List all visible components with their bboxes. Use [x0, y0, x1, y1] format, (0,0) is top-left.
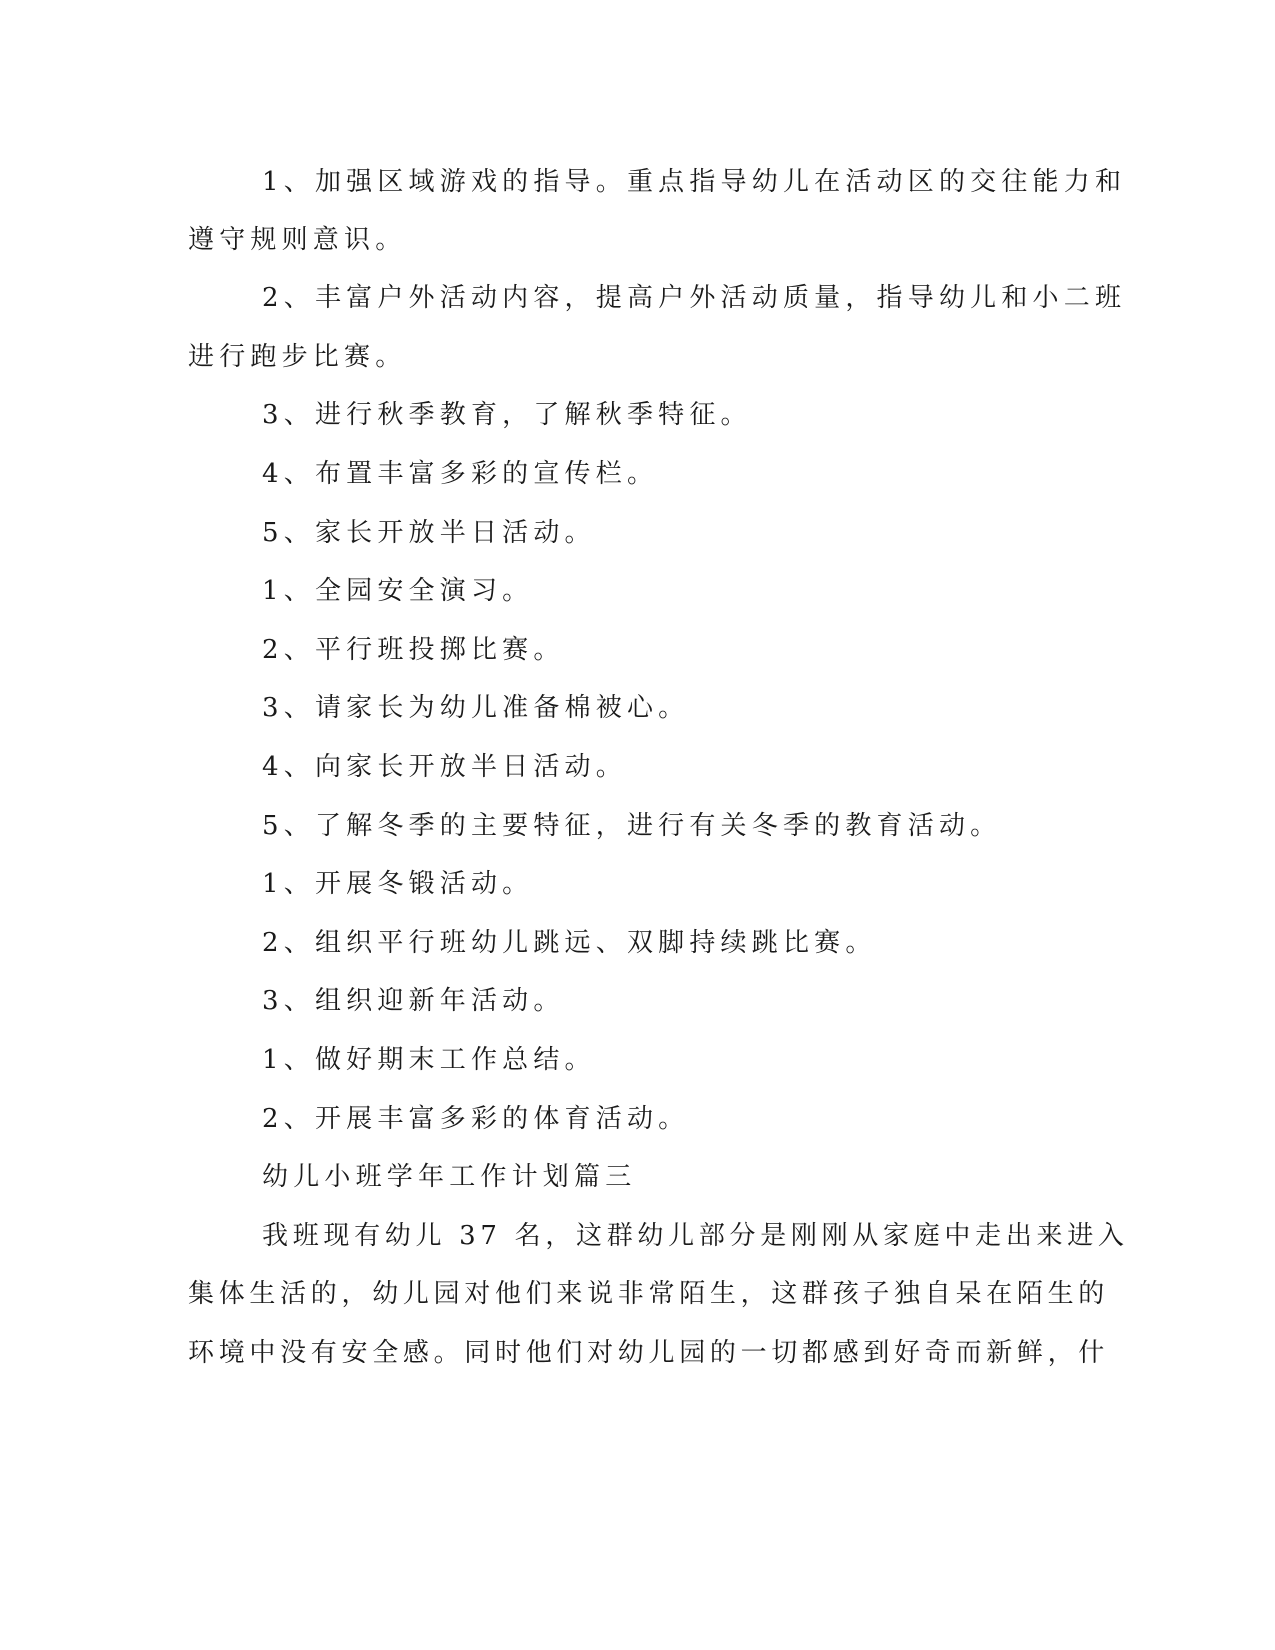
text-line: 1、做好期末工作总结。	[262, 1045, 596, 1075]
section-heading: 幼儿小班学年工作计划篇三	[262, 1162, 637, 1192]
text-line: 5、了解冬季的主要特征，进行有关冬季的教育活动。	[262, 811, 1002, 841]
text-line: 5、家长开放半日活动。	[262, 518, 596, 548]
text-line: 4、向家长开放半日活动。	[262, 752, 627, 782]
text-line: 4、布置丰富多彩的宣传栏。	[262, 459, 659, 489]
text-line: 3、组织迎新年活动。	[262, 986, 565, 1016]
text-line: 1、加强区域游戏的指导。重点指导幼儿在活动区的交往能力和	[262, 167, 1127, 197]
text-line: 2、平行班投掷比赛。	[262, 635, 565, 665]
text-line: 2、组织平行班幼儿跳远、双脚持续跳比赛。	[262, 928, 877, 958]
text-line: 集体生活的，幼儿园对他们来说非常陌生，这群孩子独自呆在陌生的	[188, 1279, 1110, 1309]
text-line: 2、丰富户外活动内容，提高户外活动质量，指导幼儿和小二班	[262, 283, 1127, 313]
text-line: 环境中没有安全感。同时他们对幼儿园的一切都感到好奇而新鲜，什	[188, 1338, 1110, 1368]
text-line: 1、开展冬锻活动。	[262, 869, 534, 899]
text-line: 我班现有幼儿 37 名，这群幼儿部分是刚刚从家庭中走出来进入	[262, 1221, 1129, 1251]
text-line: 3、请家长为幼儿准备棉被心。	[262, 693, 690, 723]
text-line: 1、全园安全演习。	[262, 576, 534, 606]
text-line: 2、开展丰富多彩的体育活动。	[262, 1104, 690, 1134]
text-line: 3、进行秋季教育，了解秋季特征。	[262, 400, 752, 430]
text-line: 遵守规则意识。	[188, 225, 407, 255]
text-line: 进行跑步比赛。	[188, 342, 407, 372]
